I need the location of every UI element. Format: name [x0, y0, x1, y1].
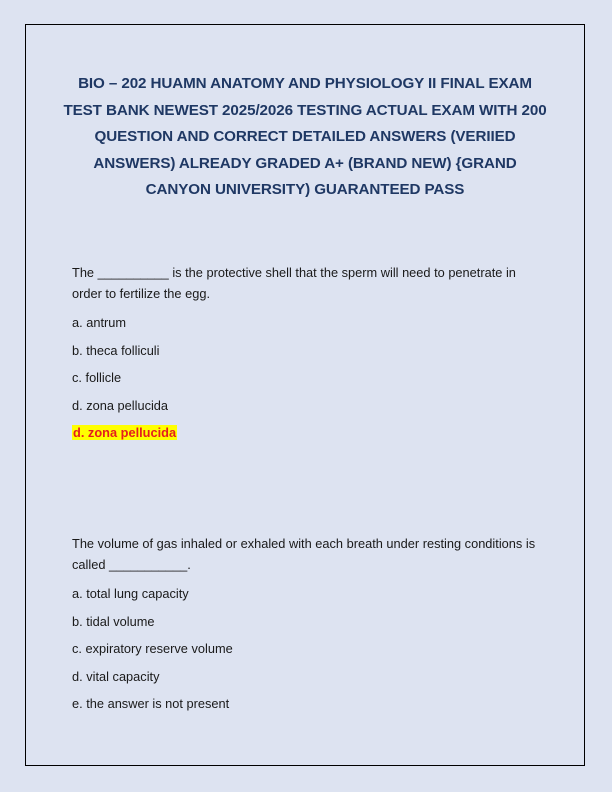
answer-option: a. antrum	[72, 315, 127, 330]
answer-option: b. theca folliculi	[72, 342, 160, 358]
answer-option: e. the answer is not present	[72, 696, 230, 711]
question-stem: The volume of gas inhaled or exhaled with each breath under resting conditions is called ___________.	[72, 536, 536, 572]
answer-option: b. tidal volume	[72, 613, 155, 629]
answer-option: d. zona pellucida	[72, 397, 169, 413]
question-1	[72, 262, 547, 443]
correct-answer-highlight: d. zona pellucida	[73, 425, 177, 440]
question-2	[72, 533, 547, 722]
answer-option: d. vital capacity	[72, 668, 160, 684]
correct-answer	[72, 423, 547, 443]
answer-option: c. follicle	[72, 370, 122, 385]
question-stem: The __________ is the protective shell that the sperm will need to penetrate in order to fertilize the egg.	[72, 265, 516, 301]
document-title: BIO – 202 HUAMN ANATOMY AND PHYSIOLOGY II FINAL EXAM TEST BANK NEWEST 2025/2026 TESTING ACTUAL EXAM WITH 200 QUESTION AND CORRECT DETAILED ANSWERS (VERIIED ANSWERS) ALREADY GRADED A+ (BRAND NEW) {GRAND CANYON UNIVERSITY) GUARANTEED PASS	[63, 75, 547, 198]
answer-option: c. expiratory reserve volume	[72, 641, 233, 656]
answer-option: a. total lung capacity	[72, 586, 189, 601]
